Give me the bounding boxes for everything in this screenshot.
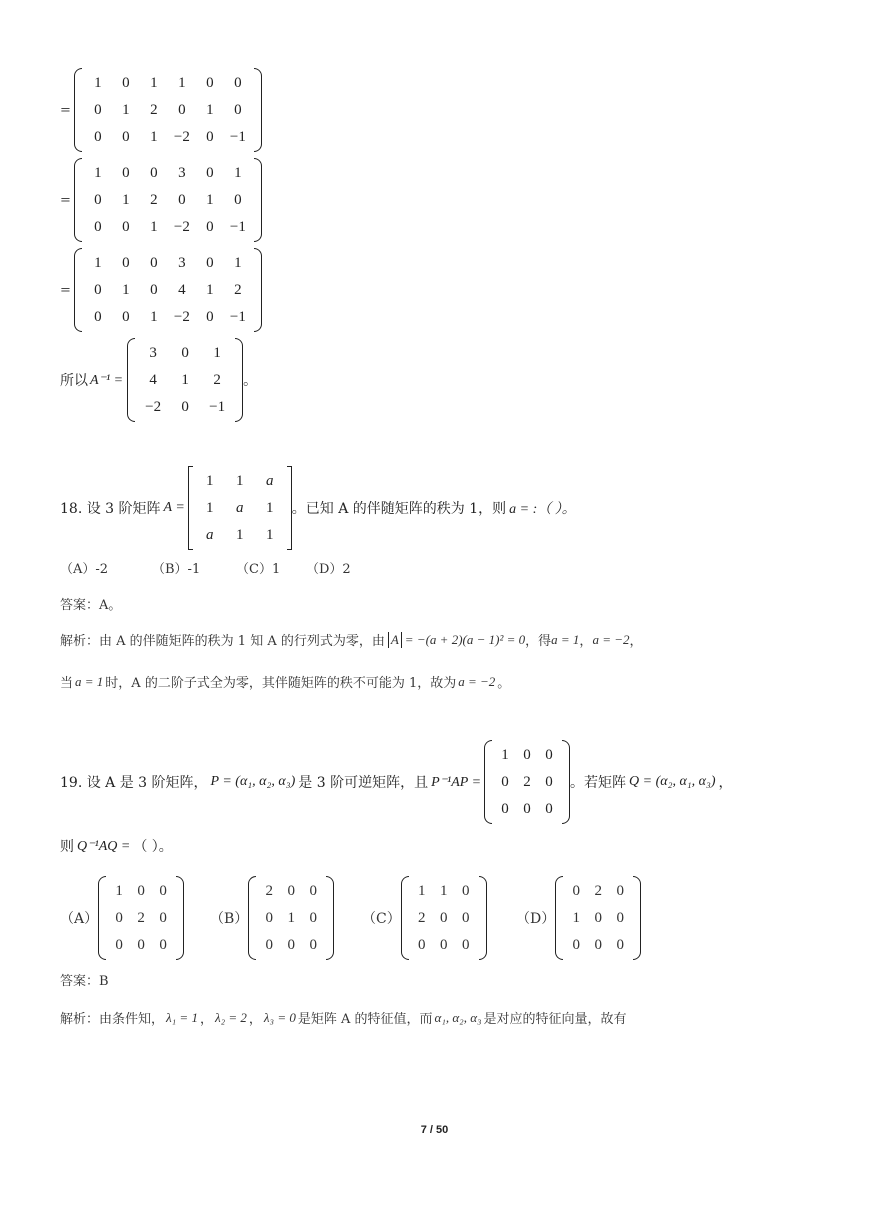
- matrix-cell: 0: [159, 937, 167, 953]
- matrix-cell: 1: [213, 345, 221, 361]
- matrix-cell: 1: [572, 910, 580, 926]
- matrix: [555, 876, 641, 960]
- matrix-cell: 1: [417, 883, 426, 899]
- matrix: [127, 338, 243, 422]
- matrix-cell: 0: [94, 102, 102, 118]
- matrix-cell: 1: [501, 747, 509, 763]
- matrix-cell: 1: [178, 75, 186, 91]
- matrix-cell: 0: [122, 309, 130, 325]
- matrix-cell: 0: [181, 345, 189, 361]
- matrix-cell: 0: [572, 883, 580, 899]
- matrix-cell: 1: [94, 165, 102, 181]
- matrix-cell: 0: [206, 255, 214, 271]
- matrix-cell: 0: [94, 309, 102, 325]
- page-number: 7 / 50: [420, 1124, 449, 1136]
- matrix-cell: 1: [94, 75, 102, 91]
- matrix-cell: 2: [234, 282, 242, 298]
- q18-analysis-2: 当 a = 1 时，A 的二阶子式全为零，其伴随矩阵的秩不可能为 1，故为 a = −2 。: [60, 673, 511, 691]
- matrix-cell: 1: [122, 282, 130, 298]
- matrix-cell: 1: [266, 500, 274, 516]
- matrix-cell: 1: [150, 75, 158, 91]
- matrix: [74, 158, 262, 242]
- matrix-cell: −2: [145, 399, 162, 415]
- matrix-cell: 0: [309, 910, 318, 926]
- matrix-cell: 3: [178, 255, 186, 271]
- matrix: [401, 876, 487, 960]
- matrix-cell: 0: [94, 192, 102, 208]
- q18-analysis-1: 解析：由 A 的伴随矩阵的秩为 1 知 A 的行列式为零，由 A = −(a + 2)(a − 1)² = 0 ，得 a = 1 ， a = −2 ，: [60, 631, 643, 649]
- matrix-cell: 0: [461, 937, 470, 953]
- matrix-cell: 1: [122, 102, 130, 118]
- matrix-cell: 0: [234, 75, 242, 91]
- option-d: （D）2: [306, 562, 351, 577]
- matrix-cell: 1: [206, 102, 214, 118]
- option-d: （D） 0 2 0 1 0 0 0 0 0: [516, 876, 641, 960]
- matrix-cell: 0: [150, 255, 158, 271]
- matrix-cell: 0: [572, 937, 580, 953]
- matrix-cell: 0: [234, 102, 242, 118]
- option-a: （A）-2: [60, 562, 109, 577]
- matrix-cell: 0: [417, 937, 426, 953]
- matrix-cell: 0: [206, 129, 214, 145]
- matrix-cell: 3: [149, 345, 157, 361]
- option-b: （B） 2 0 0 0 1 0 0 0 0: [210, 876, 362, 960]
- matrix-cell: 0: [287, 937, 296, 953]
- matrix-cell: 0: [122, 129, 130, 145]
- matrix-cell: 0: [159, 883, 167, 899]
- q19-line-2: 则 Q⁻¹AQ = （ ）。: [60, 838, 173, 855]
- q18-options: [60, 558, 351, 577]
- matrix: [188, 466, 292, 550]
- matrix-cell: −2: [173, 219, 190, 235]
- matrix-cell: 0: [234, 192, 242, 208]
- matrix-cell: 1: [206, 282, 214, 298]
- option-c: （C）1: [236, 562, 281, 577]
- matrix-cell: 0: [523, 747, 531, 763]
- matrix-cell: 1: [236, 527, 244, 543]
- matrix-cell: 0: [265, 937, 274, 953]
- matrix-cell: 0: [122, 219, 130, 235]
- matrix-cell: −2: [173, 309, 190, 325]
- matrix-cell: −1: [229, 309, 246, 325]
- q19-answer: 答案：B: [60, 974, 109, 989]
- matrix-cell: 2: [594, 883, 602, 899]
- matrix-cell: 0: [122, 75, 130, 91]
- matrix-cell: 1: [94, 255, 102, 271]
- matrix-cell: 4: [178, 282, 186, 298]
- q19-analysis: 解析：由条件知， λ₁ = 1 ， λ₂ = 2 ， λ₃ = 0 是矩阵 A 的特征值，而 α₁, α₂, α₃ 是对应的特征向量，故有: [60, 1009, 627, 1027]
- matrix-cell: 0: [594, 937, 602, 953]
- matrix-cell: a: [236, 500, 244, 516]
- matrix-cell: 0: [159, 910, 167, 926]
- matrix-cell: 0: [115, 937, 123, 953]
- matrix: [74, 68, 262, 152]
- matrix-cell: 0: [206, 75, 214, 91]
- matrix-cell: 1: [287, 910, 296, 926]
- matrix: [98, 876, 184, 960]
- option-c: （C） 1 1 0 2 0 0 0 0 0: [362, 876, 516, 960]
- matrix-cell: a: [206, 527, 214, 543]
- matrix-cell: 0: [616, 910, 624, 926]
- matrix-cell: 2: [213, 372, 221, 388]
- question-18: 18. 设 3 阶矩阵 A = 1 1 a 1 a 1 a 1 1 。已知 A 的伴随矩阵的秩为 1，则 a = :（ ）。: [60, 466, 576, 550]
- matrix-cell: 1: [206, 473, 214, 489]
- q19-options: [60, 876, 641, 960]
- reduction-step-3: = 1 0 0 3 0 1 0 1 0 4 1 2 0 0 1 −2 0 −1: [60, 248, 262, 332]
- matrix-cell: −1: [209, 399, 226, 415]
- reduction-step-2: = 1 0 0 3 0 1 0 1 2 0 1 0 0 0 1 −2 0 −1: [60, 158, 262, 242]
- matrix-cell: 0: [122, 165, 130, 181]
- matrix-cell: a: [266, 473, 274, 489]
- matrix-cell: 3: [178, 165, 186, 181]
- matrix-cell: −1: [229, 129, 246, 145]
- matrix-cell: 0: [309, 883, 318, 899]
- option-a: （A） 1 0 0 0 2 0 0 0 0: [60, 876, 210, 960]
- matrix-cell: 1: [150, 129, 158, 145]
- matrix-cell: 0: [545, 747, 553, 763]
- matrix-cell: 2: [523, 774, 531, 790]
- matrix-cell: 0: [206, 219, 214, 235]
- matrix-cell: 2: [417, 910, 426, 926]
- matrix-cell: 1: [122, 192, 130, 208]
- matrix-cell: 2: [265, 883, 274, 899]
- matrix-cell: 0: [594, 910, 602, 926]
- matrix-cell: 1: [206, 500, 214, 516]
- matrix-cell: −1: [229, 219, 246, 235]
- matrix-cell: 2: [150, 192, 158, 208]
- matrix-cell: 0: [115, 910, 123, 926]
- question-19: 19. 设 A 是 3 阶矩阵， P = (α₁, α₂, α₃) 是 3 阶可逆矩阵，且 P⁻¹AP = 1 0 0 0 2 0 0 0 0 。若矩阵 Q = (α₂, α₁, α₃) ，: [60, 740, 733, 824]
- matrix-cell: 0: [178, 102, 186, 118]
- matrix: [484, 740, 570, 824]
- matrix-cell: 0: [461, 910, 470, 926]
- matrix-cell: 0: [545, 801, 553, 817]
- matrix-cell: 1: [236, 473, 244, 489]
- matrix: [248, 876, 334, 960]
- matrix-cell: 0: [616, 937, 624, 953]
- reduction-step-1: = 1 0 1 1 0 0 0 1 2 0 1 0 0 0 1 −2 0 −1: [60, 68, 262, 152]
- matrix-cell: 4: [149, 372, 157, 388]
- matrix-cell: 0: [501, 801, 509, 817]
- matrix-cell: 2: [137, 910, 145, 926]
- matrix-cell: 1: [150, 219, 158, 235]
- matrix-cell: −2: [173, 129, 190, 145]
- matrix-cell: 0: [137, 883, 145, 899]
- matrix-cell: 0: [287, 883, 296, 899]
- matrix-cell: 1: [266, 527, 274, 543]
- matrix-cell: 0: [94, 219, 102, 235]
- matrix-cell: 0: [439, 937, 448, 953]
- matrix: [74, 248, 262, 332]
- matrix-cell: 0: [461, 883, 470, 899]
- matrix-cell: 1: [206, 192, 214, 208]
- matrix-cell: 0: [265, 910, 274, 926]
- matrix-cell: 1: [234, 255, 242, 271]
- matrix-cell: 0: [616, 883, 624, 899]
- matrix-cell: 0: [501, 774, 509, 790]
- matrix-cell: 0: [523, 801, 531, 817]
- matrix-cell: 0: [122, 255, 130, 271]
- matrix-cell: 0: [439, 910, 448, 926]
- inverse-result: 所以 A⁻¹ = 3 0 1 4 1 2 −2 0 −1 。: [60, 338, 257, 422]
- matrix-cell: 1: [234, 165, 242, 181]
- option-b: （B）-1: [152, 562, 201, 577]
- matrix-cell: 0: [150, 165, 158, 181]
- matrix-cell: 0: [181, 399, 189, 415]
- matrix-cell: 1: [150, 309, 158, 325]
- matrix-cell: 0: [178, 192, 186, 208]
- matrix-cell: 0: [137, 937, 145, 953]
- matrix-cell: 1: [115, 883, 123, 899]
- matrix-cell: 0: [94, 282, 102, 298]
- matrix-cell: 2: [150, 102, 158, 118]
- matrix-cell: 1: [439, 883, 448, 899]
- matrix-cell: 0: [94, 129, 102, 145]
- matrix-cell: 0: [150, 282, 158, 298]
- matrix-cell: 0: [206, 165, 214, 181]
- matrix-cell: 0: [545, 774, 553, 790]
- matrix-cell: 1: [181, 372, 189, 388]
- matrix-cell: 0: [309, 937, 318, 953]
- q18-answer: 答案：A。: [60, 598, 122, 613]
- matrix-cell: 0: [206, 309, 214, 325]
